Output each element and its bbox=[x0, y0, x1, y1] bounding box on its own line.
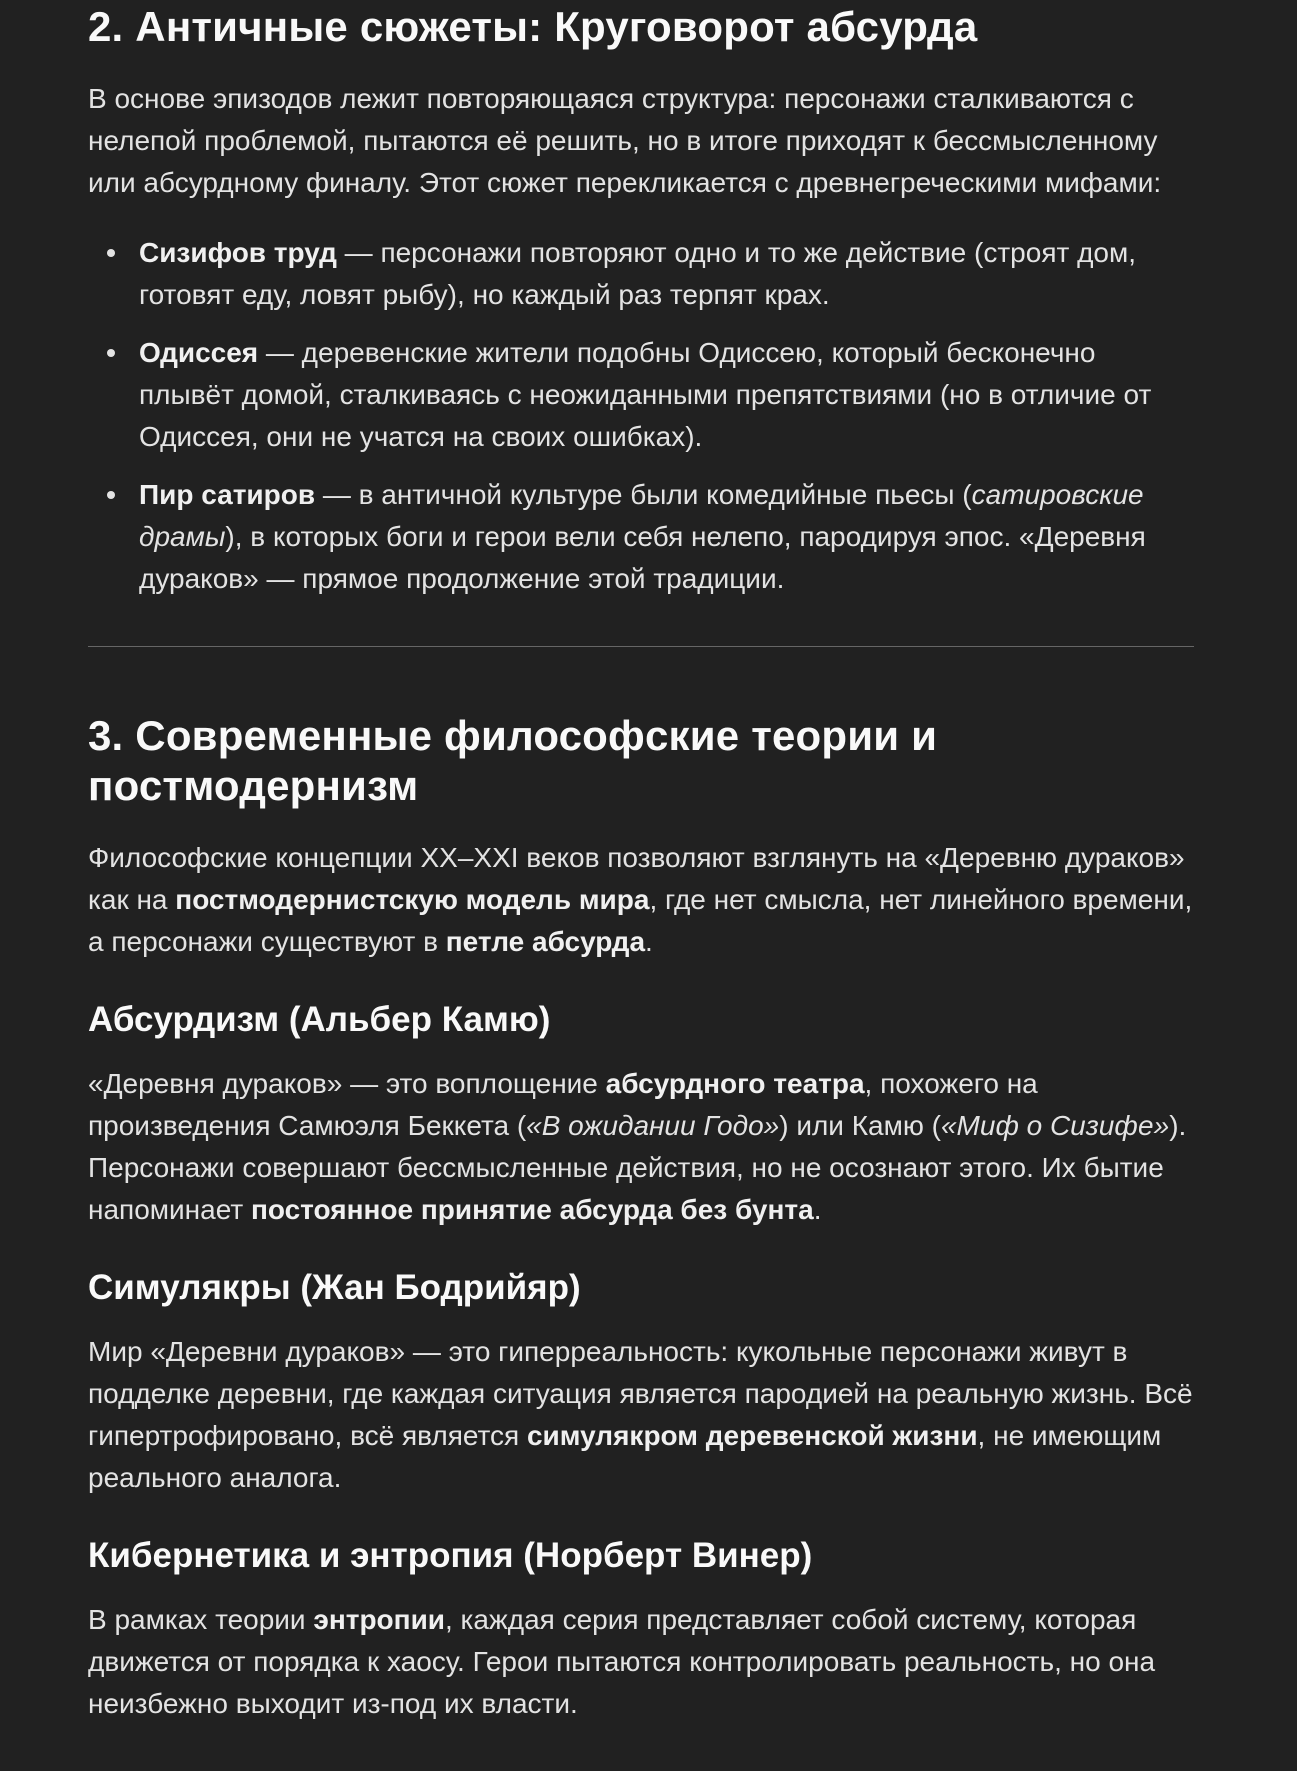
list-item bbox=[88, 474, 1194, 600]
text-run: симулякром деревенской жизни bbox=[526, 1420, 978, 1451]
text-run: , не имеющим реального аналога. bbox=[88, 1420, 1162, 1493]
subsection-paragraph bbox=[88, 1063, 1194, 1231]
list-item bbox=[88, 332, 1194, 458]
bullet-list bbox=[88, 232, 1194, 600]
text-run: В основе эпизодов лежит повторяющаяся структура: персонажи сталкиваются с нелепой проблемой, пытаются её решить, но в итоге приходят к бессмысленному или абсурдному финалу. Этот сюжет перекликается с древнегреческими мифами: bbox=[88, 83, 1162, 198]
text-run: постоянное принятие абсурда без бунта bbox=[250, 1194, 814, 1225]
list-item bbox=[88, 232, 1194, 316]
text-run: ), в которых боги и герои вели себя нелепо, пародируя эпос. «Деревня дураков» — прямое продолжение этой традиции. bbox=[139, 521, 1146, 594]
text-run: . bbox=[645, 926, 653, 957]
text-run: Пир сатиров bbox=[139, 479, 316, 510]
text-run: — персонажи повторяют одно и то же действие (строят дом, готовят еду, ловят рыбу), но каждый раз терпят крах. bbox=[139, 237, 1137, 310]
text-run: ). Персонажи совершают бессмысленные действия, но не осознают этого. Их бытие напоминает bbox=[88, 1110, 1187, 1225]
text-run: ) или Камю ( bbox=[779, 1110, 941, 1141]
text-run: — деревенские жители подобны Одиссею, который бесконечно плывёт домой, сталкиваясь с неожиданными препятствиями (но в отличие от Одиссея, они не учатся на своих ошибках). bbox=[139, 337, 1152, 452]
subsection-heading: Кибернетика и энтропия (Норберт Винер) bbox=[88, 1536, 813, 1575]
text-run: , похожего на произведения Самюэля Беккета ( bbox=[88, 1068, 1038, 1141]
text-run: абсурдного театра bbox=[605, 1068, 865, 1099]
section-heading: 2. Античные сюжеты: Круговорот абсурда bbox=[88, 3, 978, 50]
text-run: , где нет смысла, нет линейного времени, а персонажи существуют в bbox=[88, 884, 1193, 957]
section-divider bbox=[88, 646, 1194, 647]
section-modern-philosophy bbox=[88, 711, 1194, 1725]
text-run: сатировские драмы bbox=[139, 479, 1144, 552]
section-intro-paragraph bbox=[88, 837, 1194, 963]
subsection-paragraph bbox=[88, 1599, 1194, 1725]
subsection-paragraph bbox=[88, 1331, 1194, 1499]
text-run: Сизифов труд bbox=[139, 237, 337, 268]
text-run: энтропии bbox=[313, 1604, 445, 1635]
text-run: , каждая серия представляет собой систему, которая движется от порядка к хаосу. Герои пытаются контролировать реальность, но она неизбежно выходит из-под их власти. bbox=[88, 1604, 1156, 1719]
text-run: «В ожидании Годо» bbox=[526, 1110, 780, 1141]
text-run: — в античной культуре были комедийные пьесы ( bbox=[315, 479, 972, 510]
text-run: Философские концепции XX–XXI веков позволяют взглянуть на «Деревню дураков» как на bbox=[88, 842, 1185, 915]
text-run: «Миф о Сизифе» bbox=[940, 1110, 1170, 1141]
text-run: петле абсурда bbox=[445, 926, 646, 957]
text-run: Одиссея bbox=[139, 337, 259, 368]
text-run: . bbox=[813, 1194, 822, 1225]
document-content bbox=[88, 2, 1194, 1725]
text-run: «Деревня дураков» — это воплощение bbox=[88, 1068, 606, 1099]
subsection-heading: Абсурдизм (Альбер Камю) bbox=[88, 1000, 551, 1039]
text-run: постмодернистскую модель мира bbox=[175, 884, 650, 915]
text-run: Мир «Деревни дураков» — это гиперреальность: кукольные персонажи живут в подделке деревни, где каждая ситуация является пародией на реальную жизнь. Всё гипертрофировано, всё является bbox=[88, 1336, 1193, 1451]
section-intro-paragraph bbox=[88, 78, 1194, 204]
section-antique-plots bbox=[88, 2, 1194, 600]
section-heading: 3. Современные философские теории и постмодернизм bbox=[88, 712, 938, 809]
subsection-heading: Симулякры (Жан Бодрийяр) bbox=[88, 1268, 581, 1307]
text-run: В рамках теории bbox=[88, 1604, 314, 1635]
